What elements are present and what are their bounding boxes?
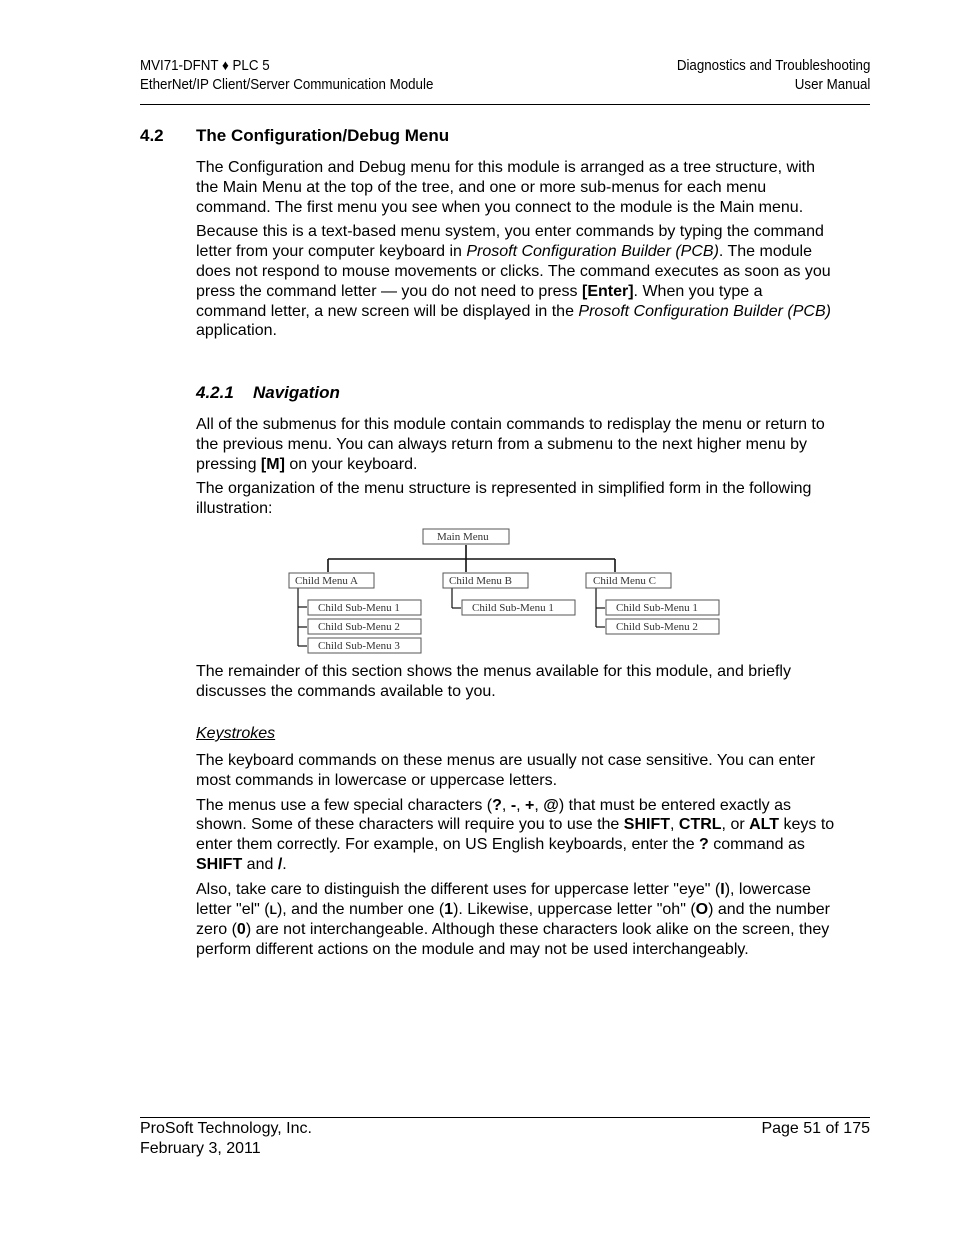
keystrokes-heading: Keystrokes — [196, 725, 276, 742]
a-sub-menu-1-label: Child Sub-Menu 1 — [318, 602, 400, 614]
keystrokes-paragraph-3: Also, take care to distinguish the different uses for uppercase letter "eye" (I), lowercase letter "el" (L), and the number one (1). Likewise, uppercase letter "oh" (O) and the number zero (0) are not interchangeable. Although these characters look alike on the screen, they perform different actions on the module and may not be used interchangeably. — [196, 880, 830, 959]
keystrokes-paragraph-1: The keyboard commands on these menus are usually not case sensitive. You can enter most commands in lowercase or uppercase letters. — [196, 752, 816, 789]
c-sub-menu-2-label: Child Sub-Menu 2 — [616, 621, 698, 633]
footer-company: ProSoft Technology, Inc. — [140, 1120, 312, 1137]
subsection-number: 4.2.1 — [196, 383, 234, 402]
footer-date: February 3, 2011 — [140, 1139, 261, 1157]
page-header-left — [140, 57, 433, 95]
subsection-heading — [196, 383, 340, 403]
c-sub-menu-1-label: Child Sub-Menu 1 — [616, 602, 698, 614]
navigation-paragraph-2: The organization of the menu structure is represented in simplified form in the following illustration: — [196, 480, 812, 518]
a-sub-menu-3-label: Child Sub-Menu 3 — [318, 640, 400, 652]
page-footer-right — [761, 1119, 870, 1139]
header-section-title: Diagnostics and Troubleshooting — [676, 58, 870, 74]
footer-page-number: Page 51 of 175 — [761, 1120, 870, 1137]
child-menu-c-label: Child Menu C — [593, 575, 656, 587]
section-body — [196, 158, 836, 346]
navigation-paragraph-3: The remainder of this section shows the menus available for this module, and briefly discusses the commands available to you. — [196, 663, 791, 700]
subsection-title: Navigation — [253, 383, 340, 402]
page-header-right — [676, 57, 870, 95]
page-footer-left — [140, 1119, 312, 1158]
footer-rule — [140, 1117, 870, 1118]
header-doc-type: User Manual — [794, 77, 870, 93]
child-menu-b-label: Child Menu B — [449, 575, 512, 587]
section-heading — [140, 126, 449, 146]
menu-tree-diagram — [280, 526, 730, 654]
a-sub-menu-2-label: Child Sub-Menu 2 — [318, 621, 400, 633]
header-rule — [140, 104, 870, 105]
section-title: The Configuration/Debug Menu — [196, 126, 450, 145]
header-product-line: MVI71-DFNT ♦ PLC 5 — [140, 58, 270, 74]
navigation-body — [196, 415, 836, 524]
keystrokes-paragraph-2: The menus use a few special characters (?, -, +, @) that must be entered exactly as shown. Some of these characters will require you to use the SHIFT, CTRL, or ALT keys to enter them correctly. For example, on US English keyboards, enter the ? command as SHIFT and /. — [196, 796, 835, 873]
child-menu-a-label: Child Menu A — [295, 575, 358, 587]
section-number: 4.2 — [140, 126, 164, 145]
main-menu-label: Main Menu — [437, 531, 489, 543]
keystrokes-body — [196, 751, 836, 965]
remainder-body — [196, 662, 836, 707]
b-sub-menu-1-label: Child Sub-Menu 1 — [472, 602, 554, 614]
section-paragraph-2: Because this is a text-based menu system, you enter commands by typing the command letter from your computer keyboard in Prosoft Configuration Builder (PCB). The module does not respond to mouse movements or clicks. The command executes as soon as you press the command letter — you do not need to press [Enter]. When you type a command letter, a new screen will be displayed in the Prosoft Configuration Builder (PCB) application. — [196, 223, 831, 340]
header-module-name: EtherNet/IP Client/Server Communication Module — [140, 77, 434, 93]
section-paragraph-1: The Configuration and Debug menu for this module is arranged as a tree structure, with the Main Menu at the top of the tree, and one or more sub-menus for each menu command. The first menu you see when you connect to the module is the Main menu. — [196, 159, 815, 216]
navigation-paragraph-1: All of the submenus for this module contain commands to redisplay the menu or return to the previous menu. You can always return from a submenu to the next higher menu by pressing [M] on your keyboard. — [196, 416, 825, 473]
